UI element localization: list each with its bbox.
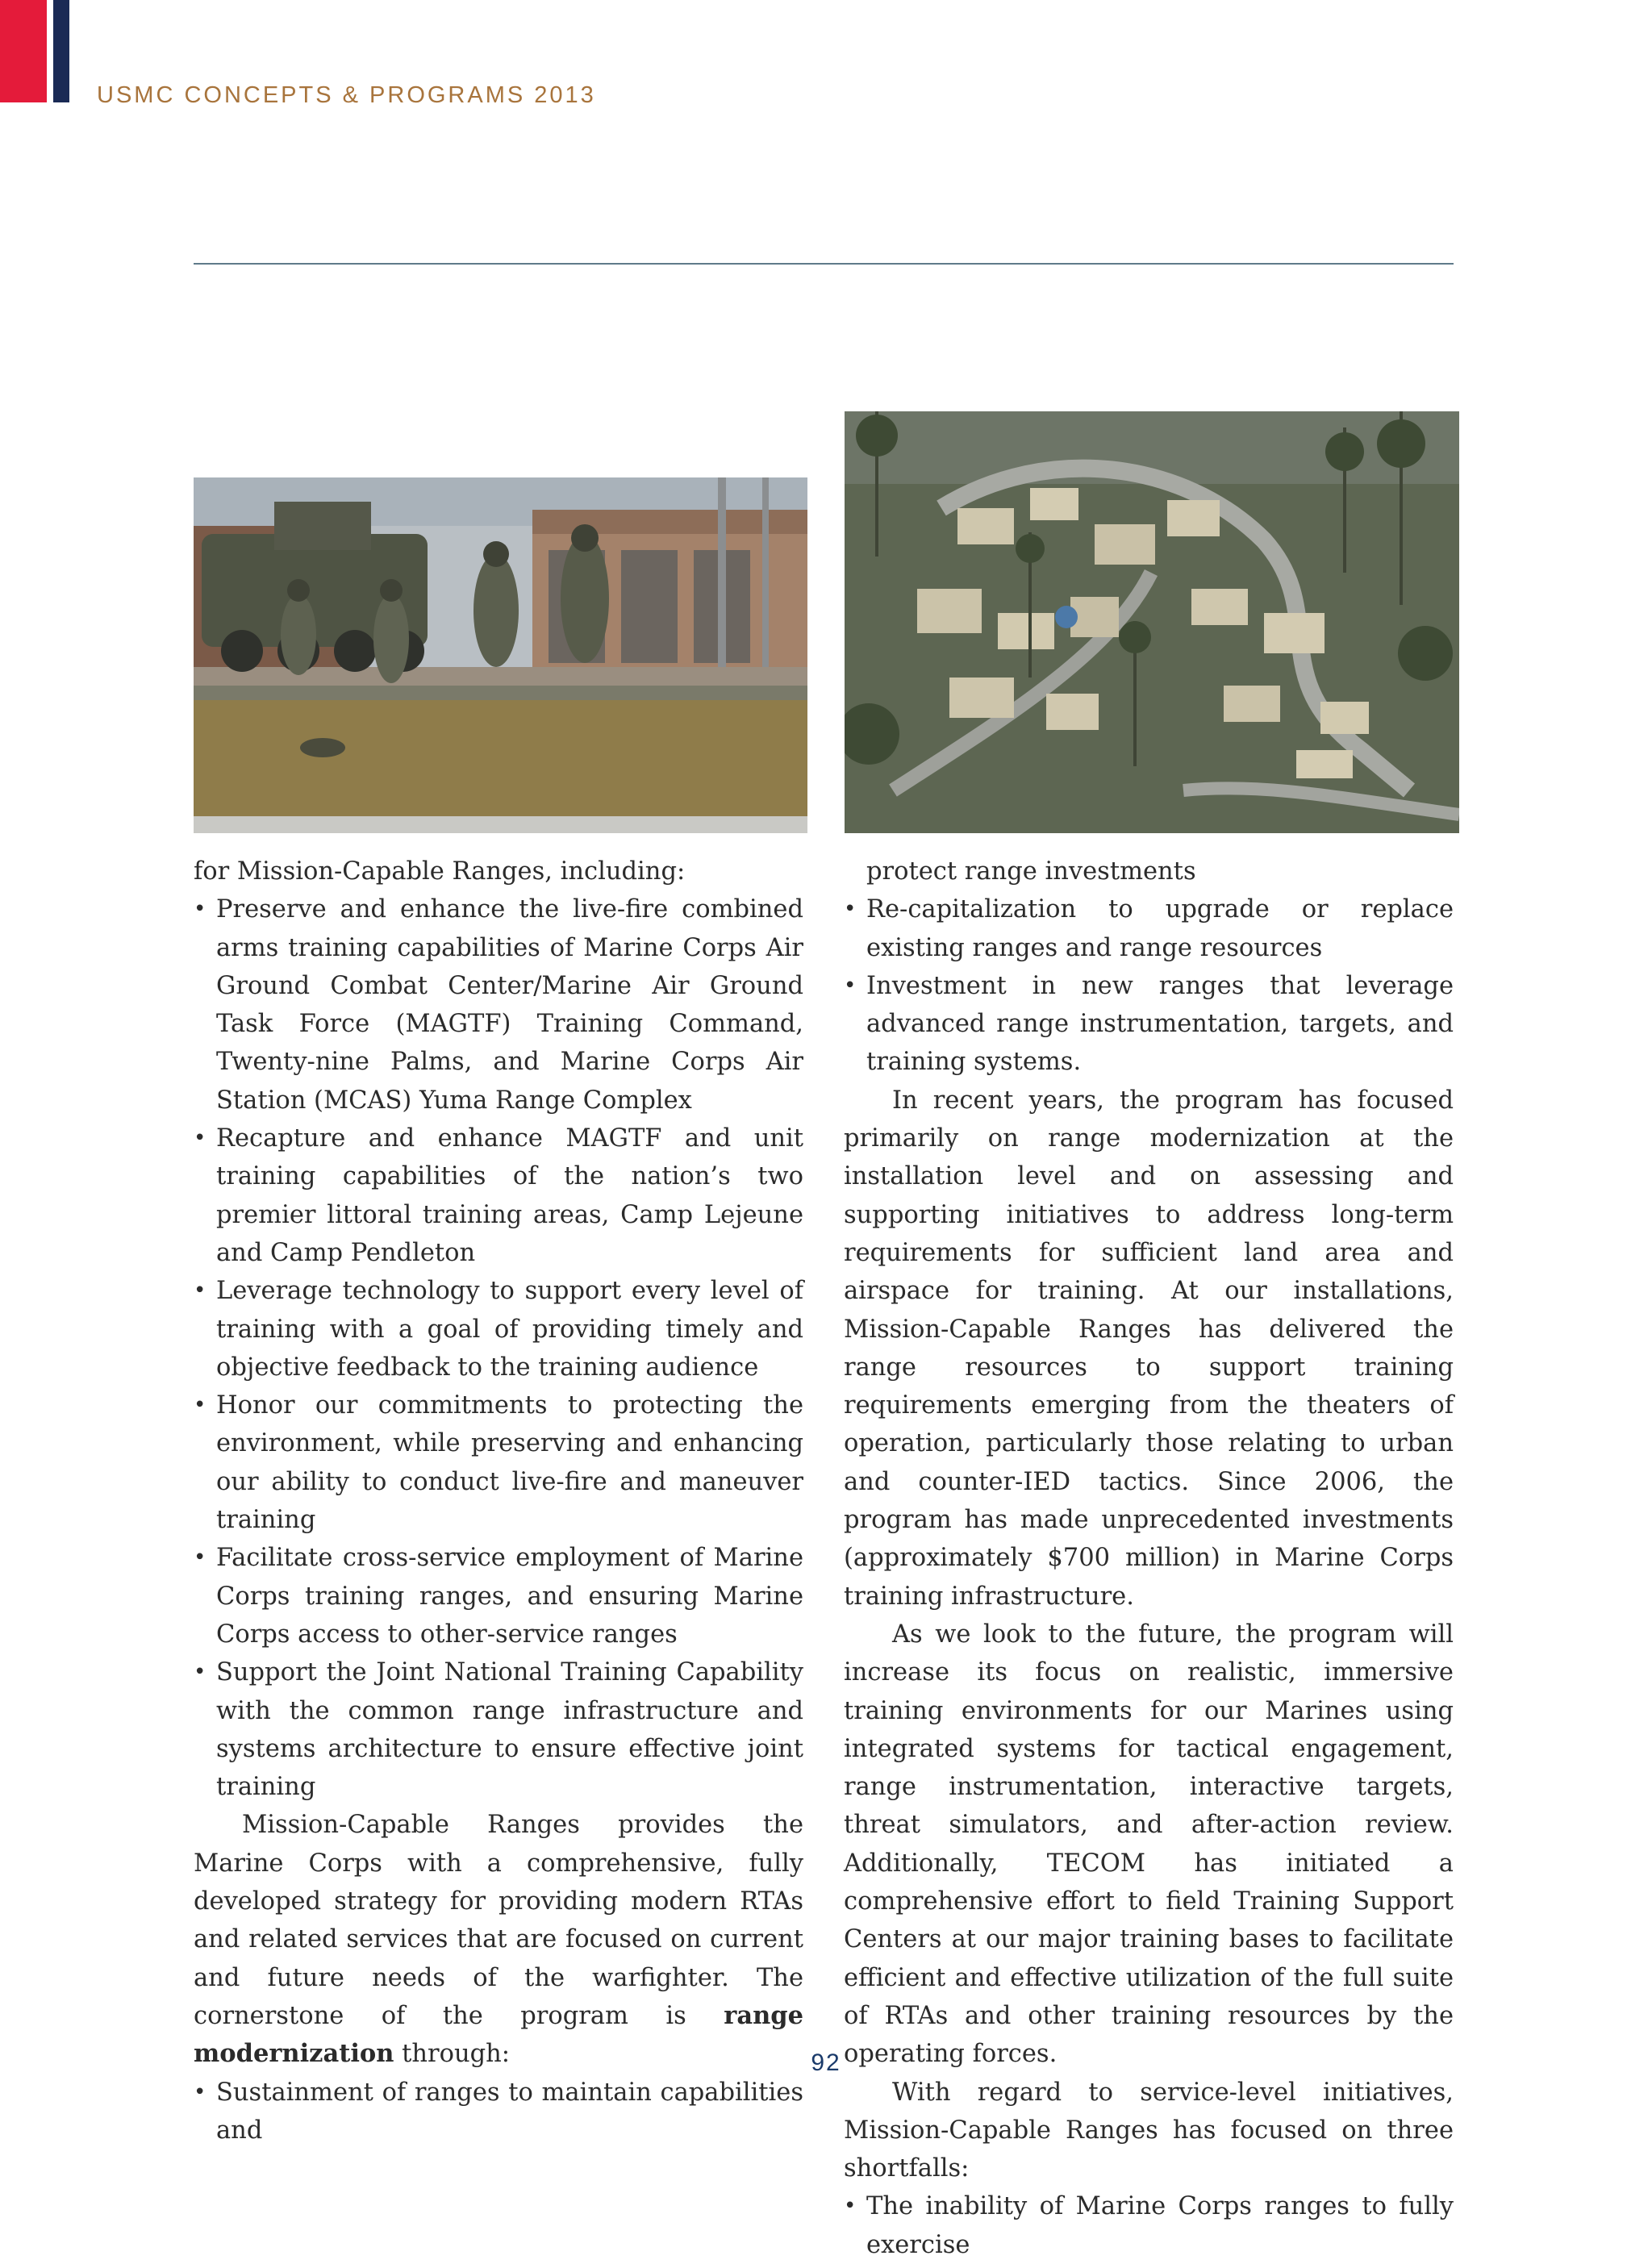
paragraph-text: Mission-Capable Ranges provides the Marine Corps with a comprehensive, fully developed strategy for providing modern RTAs and related services that are focused on current and future needs of the warfighter. The cornerstone of the program is xyxy=(194,1811,803,2030)
modernization-list xyxy=(194,2074,803,2150)
photo-marines-training xyxy=(194,477,807,833)
header-navy-bar xyxy=(53,0,69,102)
photo-urban-training-facility xyxy=(845,411,1459,833)
list-item: • Honor our commitments to protecting the environment, while preserving and enhancing our ability to conduct live-fire and maneuver training xyxy=(194,1386,803,1539)
left-intro: for Mission-Capable Ranges, including: xyxy=(194,857,686,886)
page-number: 92 xyxy=(811,2049,841,2076)
body-paragraph: In recent years, the program has focused primarily on range modernization at the installation level and on assessing and supporting initiatives to address long-term requirements for sufficient land area and airspace for training. At our installations, Mission-Capable Ranges has delivered the range resources to support training requirements emerging from the theaters of operation, particularly those relating to urban and counter-IED tactics. Since 2006, the program has made unprecedented investments (approximately $700 million) in Marine Corps training infrastructure. xyxy=(844,1086,1454,1611)
list-item: • Leverage technology to support every level of training with a goal of providing timely and objective feedback to the training audience xyxy=(194,1272,803,1386)
photo-urban-training-facility-graphic xyxy=(845,411,1459,833)
modernization-list-continued xyxy=(844,890,1454,1081)
list-item: • Re-capitalization to upgrade or replace existing ranges and range resources xyxy=(844,890,1454,967)
body-paragraph: As we look to the future, the program will increase its focus on realistic, immersive training environments for our Marines using integrated systems for tactical engagement, range instrumentation, interactive targets, threat simulators, and after-action review. Additionally, TECOM has initiated a comprehensive effort to field Training Support Centers at our major training bases to facilitate efficient and effective utilization of the full suite of RTAs and other training resources by the operating forces. xyxy=(844,1620,1454,2069)
header-red-bar xyxy=(0,0,47,102)
body-paragraph: With regard to service-level initiatives, Mission-Capable Ranges has focused on three shortfalls: xyxy=(844,2078,1454,2183)
list-item: • Support the Joint National Training Capability with the common range infrastructure and systems architecture to ensure effective joint training xyxy=(194,1653,803,1806)
list-item: • Sustainment of ranges to maintain capabilities and xyxy=(194,2074,803,2150)
header-rule xyxy=(194,263,1454,265)
modernization-paragraph xyxy=(194,1806,803,2073)
paragraph-text: through: xyxy=(394,2040,511,2069)
list-item: • Recapture and enhance MAGTF and unit training capabilities of the nation’s two premier littoral training areas, Camp Lejeune and Camp Pendleton xyxy=(194,1119,803,1272)
left-column xyxy=(194,853,803,2149)
goals-list xyxy=(194,890,803,1806)
running-header: USMC CONCEPTS & PROGRAMS 2013 xyxy=(97,82,596,108)
list-item: • The inability of Marine Corps ranges to fully exercise xyxy=(844,2187,1454,2264)
list-item: • Investment in new ranges that leverage advanced range instrumentation, targets, and training systems. xyxy=(844,967,1454,1082)
shortfalls-list xyxy=(844,2187,1454,2264)
bold-term: range modernization xyxy=(194,2000,803,2069)
list-item: • Preserve and enhance the live-fire combined arms training capabilities of Marine Corps Air Ground Combat Center/Marine Air Ground Task Force (MAGTF) Training Command, Twenty-nine Palms, and Marine Corps Air Station (MCAS) Yuma Range Complex xyxy=(194,890,803,1119)
list-item: • Facilitate cross-service employment of Marine Corps training ranges, and ensuring Marine Corps access to other-service ranges xyxy=(194,1539,803,1653)
list-item-continuation: protect range investments xyxy=(866,857,1196,886)
photo-marines-training-graphic xyxy=(194,477,807,833)
